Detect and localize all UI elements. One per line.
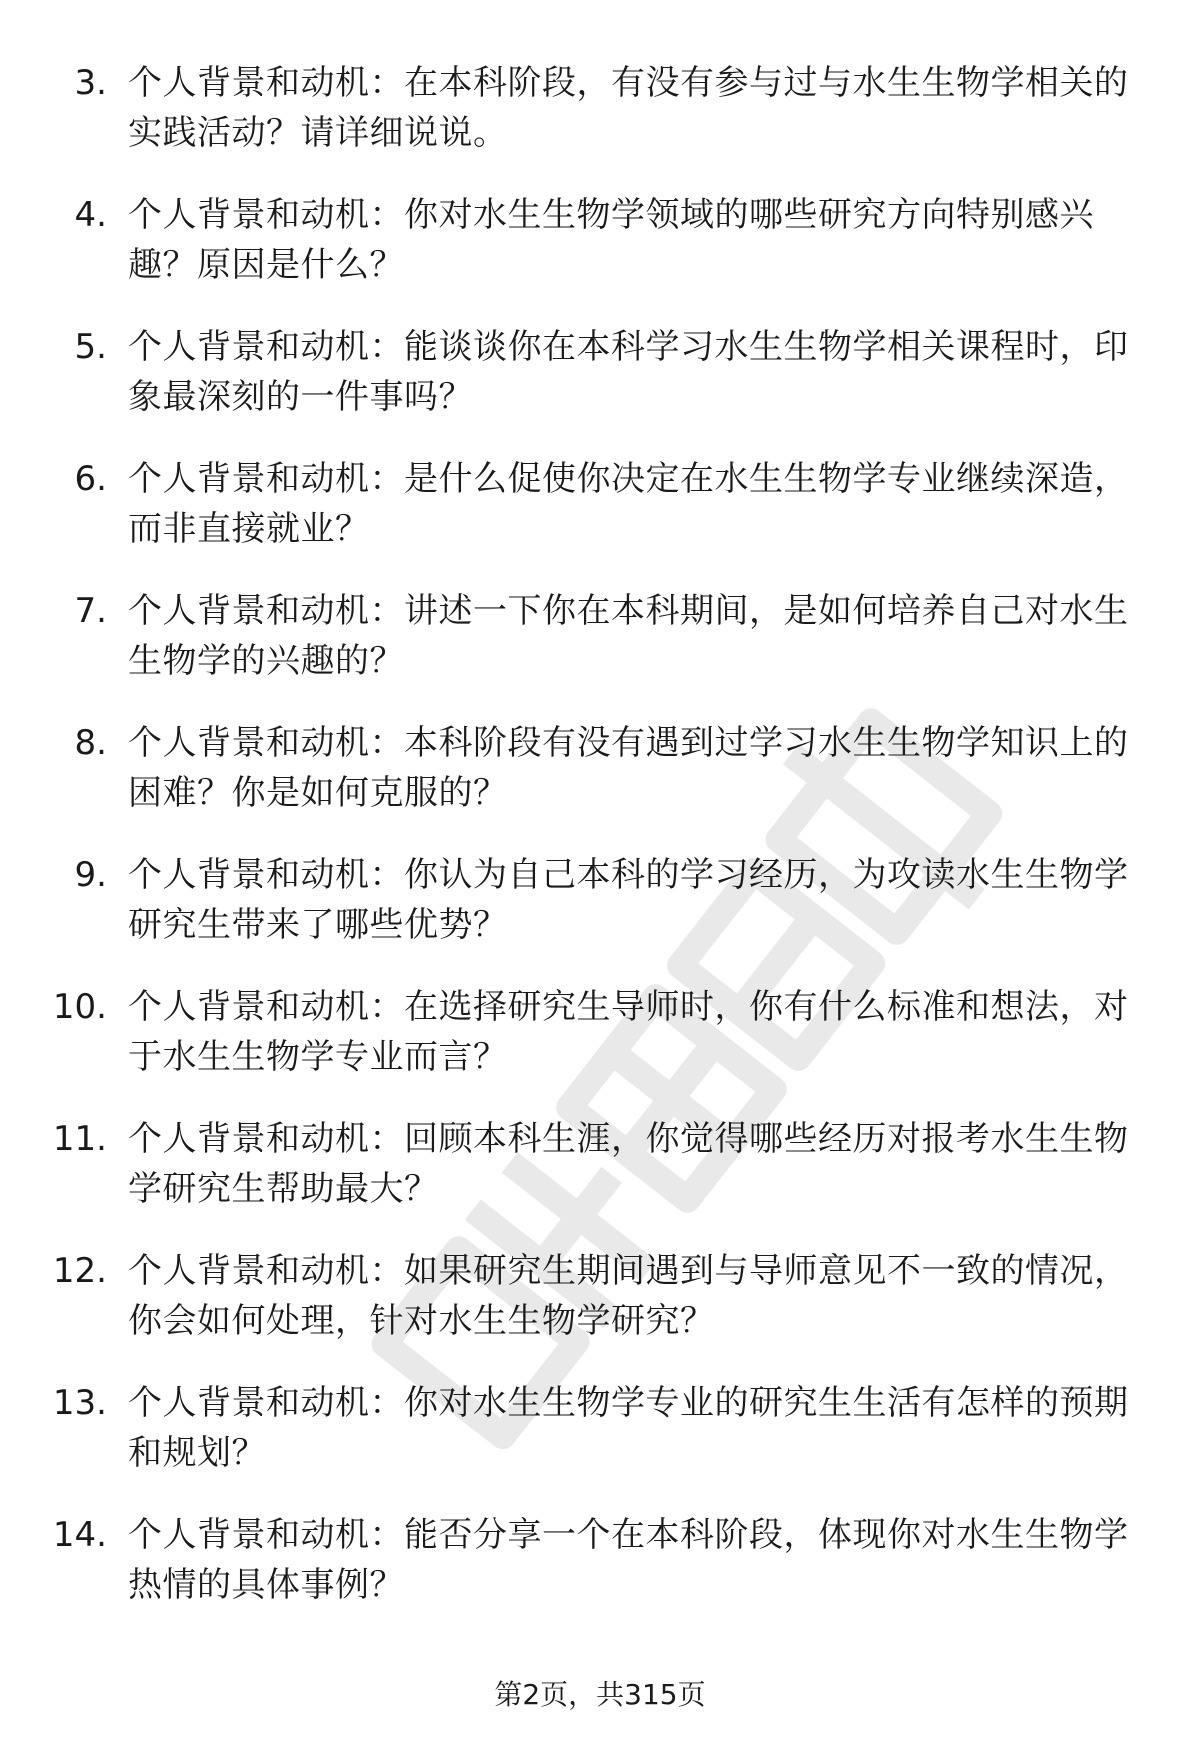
question-number: 3. [74, 63, 107, 103]
question-number: 7. [74, 591, 107, 631]
question-number: 8. [74, 723, 107, 763]
question-text: 个人背景和动机：能谈谈你在本科学习水生生物学相关课程时，印象最深刻的一件事吗？ [128, 327, 1129, 417]
question-item [0, 454, 1200, 586]
question-item [0, 58, 1200, 190]
question-text: 个人背景和动机：在本科阶段，有没有参与过与水生生物学相关的实践活动？请详细说说。 [128, 63, 1129, 153]
question-item [0, 190, 1200, 322]
page-indicator: 第2页，共315页 [494, 1678, 706, 1711]
question-text: 个人背景和动机：能否分享一个在本科阶段，体现你对水生生物学热情的具体事例？ [128, 1515, 1129, 1605]
question-item [0, 982, 1200, 1114]
question-item [0, 1246, 1200, 1378]
question-text: 个人背景和动机：是什么促使你决定在水生生物学专业继续深造，而非直接就业？ [128, 459, 1129, 549]
question-item [0, 1510, 1200, 1642]
question-text: 个人背景和动机：你对水生生物学领域的哪些研究方向特别感兴趣？原因是什么？ [128, 195, 1094, 285]
question-number: 9. [74, 855, 107, 895]
question-item [0, 322, 1200, 454]
question-text: 个人背景和动机：如果研究生期间遇到与导师意见不一致的情况，你会如何处理，针对水生生物学研究？ [128, 1251, 1129, 1341]
question-number: 13. [52, 1383, 107, 1423]
question-item [0, 1378, 1200, 1510]
question-text: 个人背景和动机：讲述一下你在本科期间，是如何培养自己对水生生物学的兴趣的？ [128, 591, 1129, 681]
question-list [0, 58, 1200, 1642]
question-item [0, 1114, 1200, 1246]
question-text: 个人背景和动机：本科阶段有没有遇到过学习水生生物学知识上的困难？你是如何克服的？ [128, 723, 1129, 813]
question-text: 个人背景和动机：你认为自己本科的学习经历，为攻读水生生物学研究生带来了哪些优势？ [128, 855, 1129, 945]
question-number: 11. [52, 1119, 107, 1159]
question-text: 个人背景和动机：你对水生生物学专业的研究生生活有怎样的预期和规划？ [128, 1383, 1129, 1473]
question-item [0, 586, 1200, 718]
question-number: 12. [52, 1251, 107, 1291]
question-number: 5. [74, 327, 107, 367]
question-item [0, 718, 1200, 850]
question-number: 6. [74, 459, 107, 499]
question-item [0, 850, 1200, 982]
question-text: 个人背景和动机：回顾本科生涯，你觉得哪些经历对报考水生生物学研究生帮助最大？ [128, 1119, 1129, 1209]
question-number: 4. [74, 195, 107, 235]
question-number: 14. [52, 1515, 107, 1555]
question-number: 10. [52, 987, 107, 1027]
question-text: 个人背景和动机：在选择研究生导师时，你有什么标准和想法，对于水生生物学专业而言？ [128, 987, 1129, 1077]
